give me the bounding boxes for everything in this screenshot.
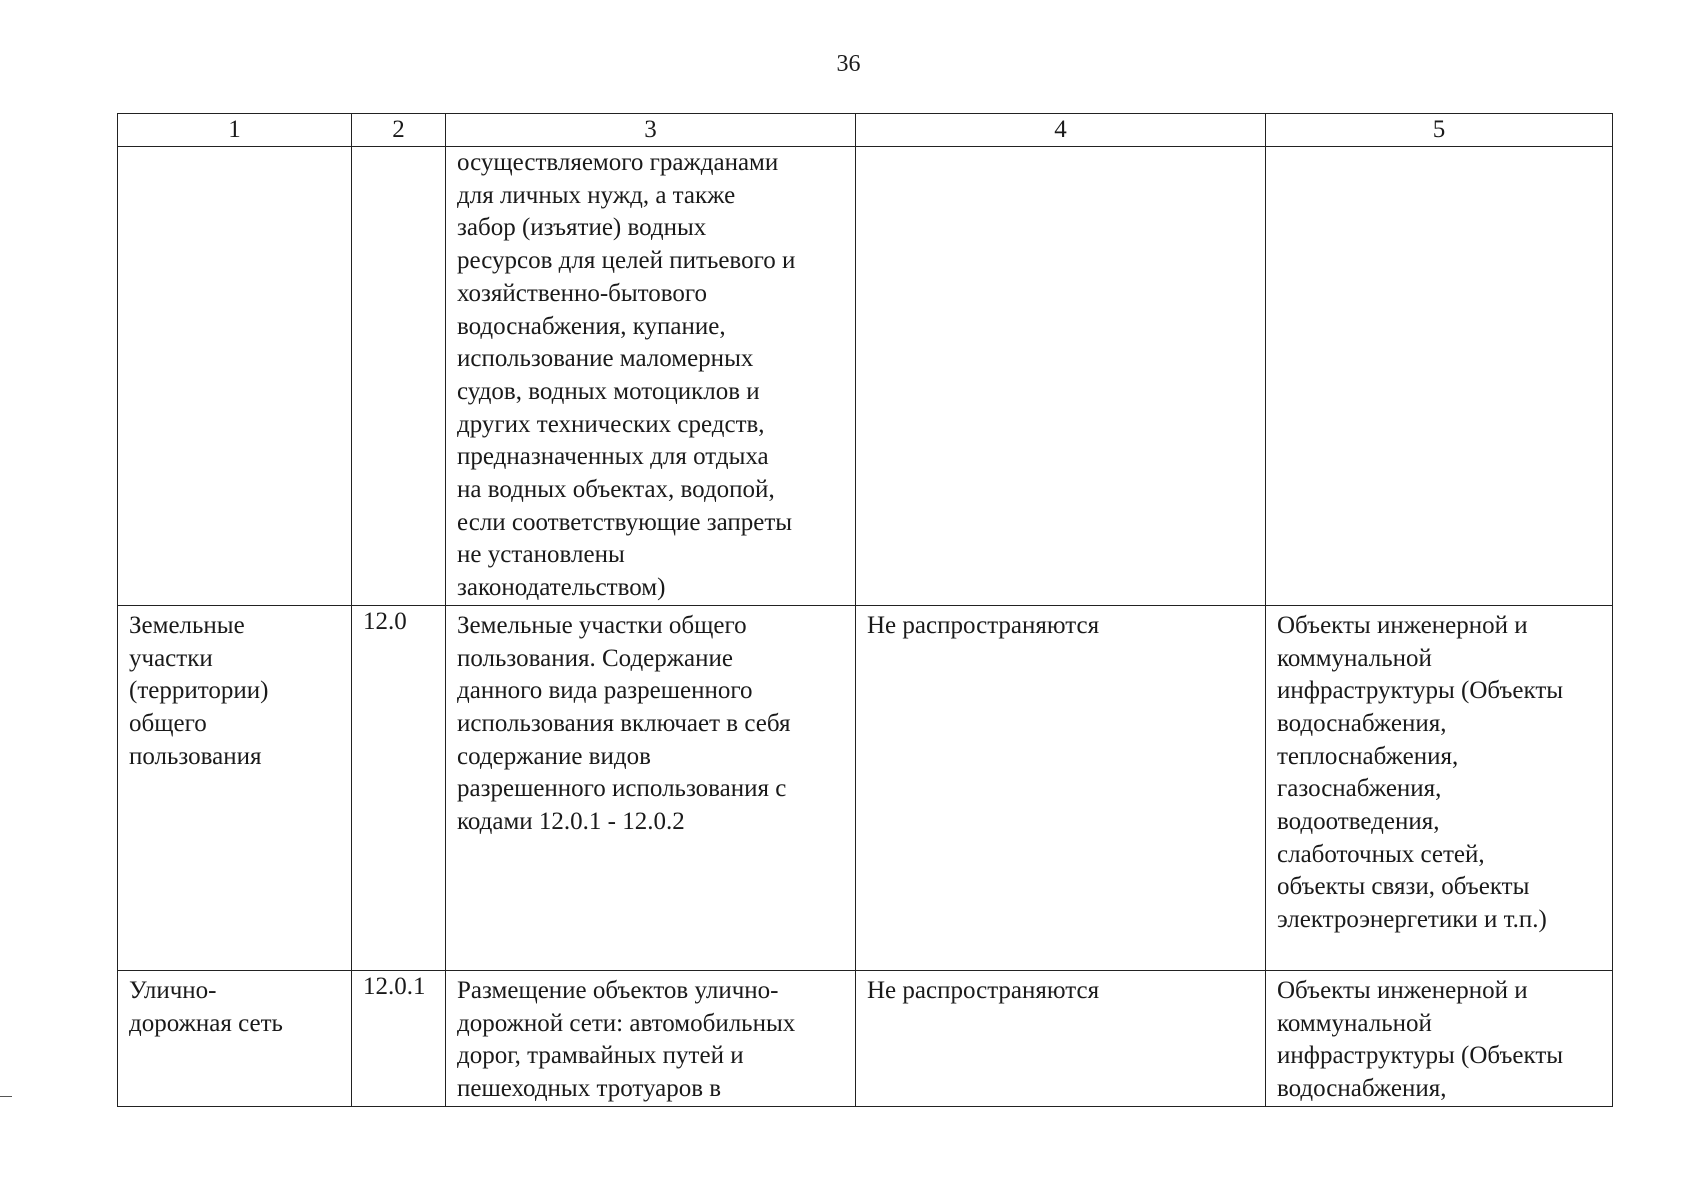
header-col-2: 2	[352, 114, 446, 147]
header-col-4: 4	[856, 114, 1266, 147]
cell-name: Земельные участки (территории) общего пользования	[118, 605, 352, 970]
cell-description: осуществляемого гражданами для личных нужд, а также забор (изъятие) водных ресурсов для целей питьевого и хозяйственно-бытового водоснабжения, купание, использование маломерных судов, водных мотоциклов и других технических средств, предназначенных для отдыха на водных объектах, водопой, если соответствующие запреты не установлены законодательством)	[446, 147, 856, 606]
cell-restrictions: Не распространяются	[856, 970, 1266, 1106]
scan-edge-mark	[0, 1096, 12, 1097]
cell-restrictions: Не распространяются	[856, 605, 1266, 970]
table-header-row	[118, 114, 1613, 147]
cell-objects: Объекты инженерной и коммунальной инфраструктуры (Объекты водоснабжения, теплоснабжения, газоснабжения, водоотведения, слаботочных сетей, объекты связи, объекты электроэнергетики и т.п.)	[1266, 605, 1613, 970]
cell-name: Улично- дорожная сеть	[118, 970, 352, 1106]
cell-objects: Объекты инженерной и коммунальной инфраструктуры (Объекты водоснабжения,	[1266, 970, 1613, 1106]
table-row	[118, 605, 1613, 970]
cell-restrictions	[856, 147, 1266, 606]
zoning-table	[117, 113, 1613, 1107]
table-row	[118, 147, 1613, 606]
cell-code: 12.0.1	[352, 970, 446, 1106]
cell-name	[118, 147, 352, 606]
table-row	[118, 970, 1613, 1106]
header-col-5: 5	[1266, 114, 1613, 147]
cell-description: Размещение объектов улично- дорожной сети: автомобильных дорог, трамвайных путей и пешеходных тротуаров в	[446, 970, 856, 1106]
page-number: 36	[836, 51, 861, 77]
cell-code: 12.0	[352, 605, 446, 970]
header-col-3: 3	[446, 114, 856, 147]
header-col-1: 1	[118, 114, 352, 147]
cell-code	[352, 147, 446, 606]
cell-objects	[1266, 147, 1613, 606]
cell-description: Земельные участки общего пользования. Содержание данного вида разрешенного использования включает в себя содержание видов разрешенного использования с кодами 12.0.1 - 12.0.2	[446, 605, 856, 970]
